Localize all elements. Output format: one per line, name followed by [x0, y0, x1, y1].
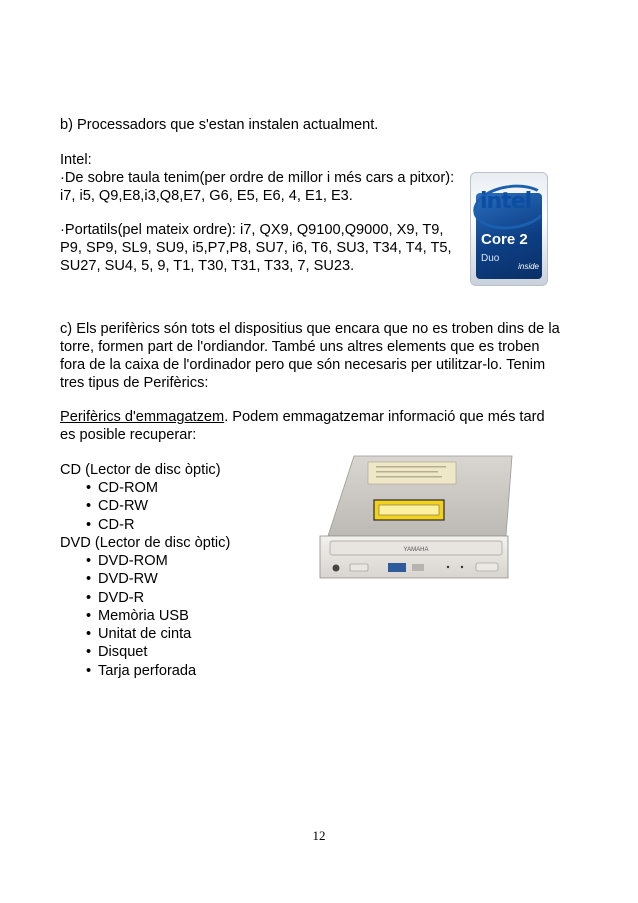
- portable-line-2: P9, SP9, SL9, SU9, i5,P7,P8, SU7, i6, T6, SU3, T34, T4, T5,: [60, 240, 452, 256]
- storage-line-2: es posible recuperar:: [60, 427, 197, 443]
- dvd-heading: DVD (Lector de disc òptic): [60, 535, 231, 551]
- list-item: • Tarja perforada: [60, 662, 196, 680]
- drive-label-sticker: [368, 462, 456, 484]
- desktop-line-1: ·De sobre taula tenim(per ordre de millor i més cars a pitxor):: [60, 170, 455, 186]
- logo-product: Core 2: [481, 231, 528, 248]
- portable-line-3: SU27, SU4, 5, 9, T1, T30, T31, T33, 7, SU23.: [60, 258, 355, 274]
- section-b-heading: b) Processadors que s'estan instalen actualment.: [60, 117, 379, 133]
- logo-brand: intel: [480, 189, 532, 214]
- section-c-line-2: torre, formen part de l'ordiandor. També uns altres elements que es troben: [60, 339, 540, 355]
- volume-control: [350, 564, 368, 571]
- desktop-line-2: i7, i5, Q9,E8,i3,Q8,E7, G6, E5, E6, 4, E1, E3.: [60, 188, 353, 204]
- list-item: • Memòria USB: [60, 607, 196, 625]
- storage-title: Perifèrics d'emmagatzem: [60, 409, 225, 425]
- logo-tagline: inside: [518, 262, 539, 271]
- intel-label: Intel:: [60, 152, 92, 168]
- storage-line-1: [60, 408, 545, 426]
- list-item: • Disquet: [60, 643, 196, 661]
- list-item: • Unitat de cinta: [60, 625, 196, 643]
- list-item: • CD-R: [60, 516, 158, 534]
- cd-heading: CD (Lector de disc òptic): [60, 462, 221, 478]
- section-c-line-1: c) Els perifèrics són tots el dispositius que encara que no es troben dins de la: [60, 321, 560, 337]
- media-logo-badge: [388, 563, 406, 572]
- storage-rest: . Podem emmagatzemar informació que més tard: [224, 409, 545, 425]
- drive-brand-label: YAMAHA: [403, 547, 429, 553]
- list-item: • CD-RW: [60, 497, 158, 515]
- logo-variant: Duo: [481, 253, 500, 264]
- cd-list: [60, 479, 158, 534]
- page-number: 12: [312, 828, 326, 843]
- activity-led: [447, 566, 449, 568]
- dvd-list: [60, 552, 196, 680]
- section-c-line-3: fora de la caixa de l'ordinador pero que són necesaris per utilitzar-lo. Tenim: [60, 357, 546, 373]
- cd-drive-image: [316, 450, 516, 580]
- list-item: • DVD-ROM: [60, 552, 196, 570]
- section-c-line-4: tres tipus de Perifèrics:: [60, 375, 209, 391]
- list-item: • DVD-RW: [60, 570, 196, 588]
- list-item: • CD-ROM: [60, 479, 158, 497]
- intel-core2-duo-logo: [470, 172, 548, 286]
- headphone-jack: [333, 565, 340, 572]
- list-item: • DVD-R: [60, 589, 196, 607]
- eject-button: [476, 563, 498, 571]
- portable-line-1: ·Portatils(pel mateix ordre): i7, QX9, Q9100,Q9000, X9, T9,: [60, 222, 444, 238]
